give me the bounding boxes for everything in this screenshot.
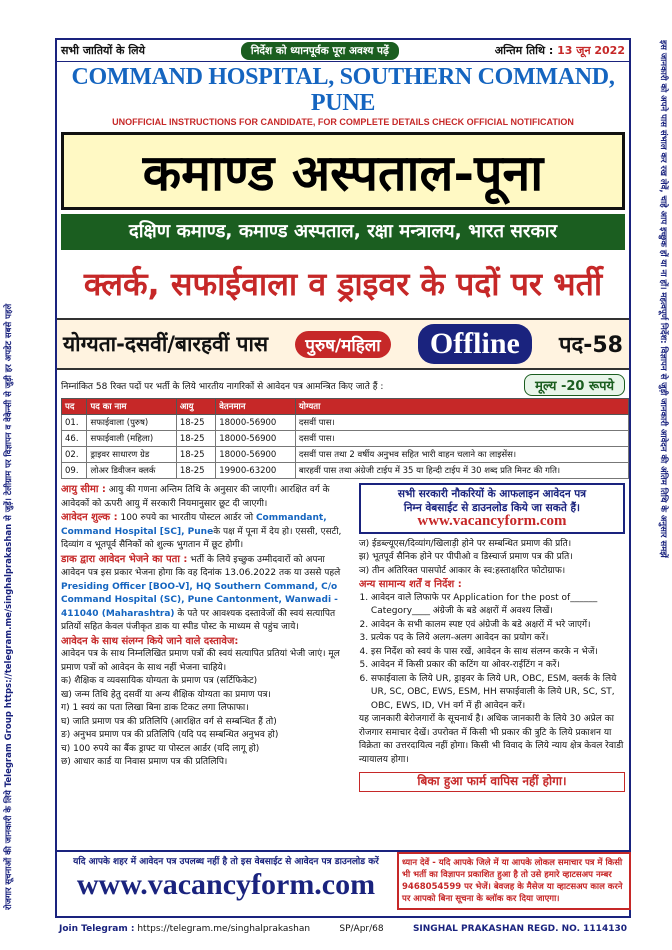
posts-heading: क्लर्क, सफाईवाला व ड्राइवर के पदों पर भर्ती: [83, 265, 603, 303]
fee-text: 100 रुपये का भारतीय पोस्टल आर्डर जो: [120, 513, 254, 523]
list-item: झ) भूतपूर्व सैनिक होने पर पीपीओ व डिस्चार्ज प्रमाण पत्र की प्रति।: [358, 552, 573, 562]
docs-heading: आवेदन के साथ संलग्न किये जाने वाले दस्तावेज:: [61, 635, 239, 647]
side-strip-left: रोजगार सूचनाओं की जानकारी के लिये Telegram Group https://telegram.me/singhalprakashan से जुड़ें। टेलीग्राम पर विज्ञापन व वेकेन्सी से जुड़ी हर अपडेट सबसे पहले: [4, 303, 14, 910]
ad-line-1: सभी सरकारी नौकरियों के आफलाइन आवेदन पत्र: [397, 488, 587, 500]
postal-text-2: के पते पर आवश्यक दस्तावेजों की स्वयं सत्यापित प्रतियों सहित केवल पंजीकृत डाक या स्पीड पोस्ट के माध्यम से पहुंच जाये।: [61, 608, 336, 632]
table-cell: 18000-56900: [216, 415, 296, 431]
publication-code: SP/Apr/68: [339, 924, 384, 934]
docs-intro: आवेदन पत्र के साथ निम्नलिखित प्रमाण पत्रों की स्वयं सत्यापित प्रतियां भेजी जाएं। मूल प्रमाण पत्रों को आवेदन के साथ नहीं भेजना चाहिये।: [61, 649, 340, 673]
telegram-link[interactable]: https://telegram.me/singhalprakashan: [137, 924, 311, 934]
qualification-bar: [57, 318, 629, 370]
docs-list: [61, 675, 351, 770]
telegram-label: Join Telegram :: [59, 924, 135, 934]
right-column: [355, 483, 629, 792]
ad-website[interactable]: www.vacancyform.com: [417, 513, 567, 529]
table-header-row: [62, 399, 629, 415]
read-carefully-badge: निर्देश को ध्यानपूर्वक पूरा अवश्य पढ़ें: [241, 42, 399, 60]
table-cell: 18-25: [176, 415, 215, 431]
table-header-cell: पद का नाम: [87, 399, 176, 415]
table-header-cell: वेतनमान: [216, 399, 296, 415]
vacancy-table: [61, 398, 629, 479]
website-link[interactable]: www.vacancyform.com: [76, 868, 376, 901]
table-cell: 02.: [62, 447, 87, 463]
top-bar: [57, 40, 629, 62]
table-row: [62, 447, 629, 463]
download-ad-box: [359, 483, 625, 534]
table-cell: बारहवीं पास तथा अंग्रेजी टाईप में 35 या हिन्दी टाईप में 30 शब्द प्रति मिनट की गति।: [295, 463, 628, 479]
hindi-title: कमाण्ड अस्पताल-पूना: [61, 132, 625, 210]
list-item: च) 100 रुपये का बैंक ड्राफ्ट या पोस्टल आर्डर (यदि लागू हो): [61, 743, 260, 754]
list-item: ख) जन्म तिथि हेतु दसवीं या अन्य शैक्षिक योग्यता का प्रमाण पत्र।: [61, 689, 271, 700]
table-row: [62, 415, 629, 431]
list-item: छ) आधार कार्ड या निवास प्रमाण पत्र की प्रतिलिपि।: [61, 757, 228, 767]
table-row: [62, 463, 629, 479]
table-cell: 18-25: [176, 431, 215, 447]
list-item: घ) जाति प्रमाण पत्र की प्रतिलिपि (आरक्षित वर्ग से सम्बन्धित हैं तो): [61, 716, 277, 727]
list-item: 1. आवेदन वाले लिफाफे पर Application for the post of______ Category____ अंग्रेजी के बडे अक्षरों में अवश्य लिखें।: [371, 592, 625, 619]
table-cell: दसवीं पास तथा 2 वर्षीय अनुभव सहित भारी वाहन चलाने का लाइसेंस।: [295, 447, 628, 463]
table-cell: ड्राइवर साधारण ग्रेड: [87, 447, 176, 463]
content-columns: [57, 483, 629, 792]
intro-row: [57, 370, 629, 398]
list-item: ङ) अनुभव प्रमाण पत्र की प्रतिलिपि (यदि पद सम्बन्धित अनुभव हो): [61, 730, 279, 740]
table-cell: दसवीं पास।: [295, 431, 628, 447]
list-item: ग) 1 स्वयं का पता लिखा बिना डाक टिकट लगा लिफाफा।: [61, 703, 249, 713]
list-item: 6. सफाईवाला के लिये UR, ड्राइवर के लिये UR, OBC, ESM, क्लर्क के लिये UR, SC, OBC, EWS, ESM, HH सफाईवाली के लिये UR, SC, ST, OBC, EWS, ID, VH वर्ग में ही आवेदन करें।: [371, 673, 625, 714]
list-item: ञ) तीन अतिरिक्त पासपोर्ट आकार के स्व:हस्ताक्षरित फोटोग्राफ।: [358, 565, 566, 576]
offline-badge: Offline: [418, 324, 532, 364]
table-cell: 18-25: [176, 463, 215, 479]
table-header-cell: आयु: [176, 399, 215, 415]
list-item: क) शैक्षिक व व्यवसायिक योग्यता के प्रमाण पत्र (सर्टिफिकेट): [61, 676, 258, 686]
table-cell: 19900-63200: [216, 463, 296, 479]
postal-heading: डाक द्वारा आवेदन भेजने का पता :: [61, 553, 188, 565]
gender-badge: पुरुष/महिला: [295, 331, 390, 358]
list-item: 3. प्रत्येक पद के लिये अलग-अलग आवेदन का प्रयोग करें।: [371, 632, 625, 646]
table-row: [62, 431, 629, 447]
bottom-banner: [55, 850, 631, 910]
qualification-text: योग्यता-दसवीं/बारहवीं पास: [63, 332, 269, 356]
intro-text: निम्नांकित 58 रिक्त पदों पर भर्ती के लिये भारतीय नागरिकों से आवेदन पत्र आमन्त्रित किए जाते हैं :: [61, 381, 384, 392]
fee-text-2: के पक्ष में पूना में देय हो। एससी, एसटी, दिव्यांग व भूतपूर्व सैनिकों को शुल्क भुगतान में छूट होगी।: [61, 526, 342, 550]
post-count: पद-58: [559, 333, 623, 358]
fee-payee: Commandant, Command Hospital [SC], Pune: [61, 513, 327, 537]
postal-address: Presiding Officer [BOO-V], HQ Southern Command, C/o Command Hospital (SC), Pune Cantonment, Wanwadi - 411040 (Maharashtra): [61, 581, 338, 619]
other-rules-heading: अन्य सामान्य शर्तें व निर्देश :: [358, 579, 462, 590]
table-cell: 09.: [62, 463, 87, 479]
list-item: 5. आवेदन में किसी प्रकार की कटिंग या ओवर-राईटिंग न करें।: [371, 659, 625, 673]
footer: [55, 924, 631, 934]
table-cell: 18-25: [176, 447, 215, 463]
department-line: दक्षिण कमाण्ड, कमाण्ड अस्पताल, रक्षा मन्त्रालय, भारत सरकार: [61, 214, 625, 250]
age-text: आयु की गणना अन्तिम तिथि के अनुसार की जाएगी। आरक्षित वर्ग के आवेदकों को ऊपरी आयु में सरकारी नियमानुसार छूट दी जाएगी।: [61, 485, 330, 509]
table-cell: 01.: [62, 415, 87, 431]
price-badge: मूल्य -20 रूपये: [524, 374, 625, 396]
table-cell: 18000-56900: [216, 431, 296, 447]
table-header-cell: पद: [62, 399, 87, 415]
english-heading: COMMAND HOSPITAL, SOUTHERN COMMAND, PUNE: [71, 64, 615, 116]
list-item: ज) ईडब्ल्यूएस/दिव्यांग/खिलाड़ी होने पर सम्बन्धित प्रमाण की प्रति।: [358, 538, 572, 549]
all-castes-label: सभी जातियों के लिये: [61, 44, 146, 57]
download-hint: यदि आपके शहर में आवेदन पत्र उपलब्ध नहीं है तो इस वेबसाईट से आवेदन पत्र डाउनलोड करें: [73, 857, 379, 867]
list-item: 2. आवेदन के सभी कालम स्पष्ट एवं अंग्रेजी के बडे अक्षरों में भरे जाएगें।: [371, 619, 625, 633]
table-cell: लोअर डिवीजन क्लर्क: [87, 463, 176, 479]
left-column: [57, 483, 355, 792]
notice-frame: [55, 38, 631, 918]
list-item: 4. इस निर्देश को स्वयं के पास रखें, आवेदन के साथ संलग्न करके न भेजें।: [371, 646, 625, 660]
docs-list-continued: [359, 538, 625, 579]
table-cell: सफाईवाली (महिला): [87, 431, 176, 447]
disclaimer-text: यह जानकारी बेरोजगारों के सूचनार्थ है। अधिक जानकारी के लिये 30 अप्रेल का रोजगार समाचार देखें। उपरोक्त में किसी भी प्रकार की त्रुटि के लिये प्रकाशन या विक्रेता का उत्तरदायित्व नहीं होगा। किसी भी विवाद के लिये न्याय क्षेत्र केवल रेवाडी न्यायालय होगा।: [358, 714, 624, 765]
table-cell: 46.: [62, 431, 87, 447]
last-date: अन्तिम तिथि : 13 जून 2022: [494, 44, 625, 57]
table-body: [62, 415, 629, 479]
table-cell: सफाईवाला (पुरुष): [87, 415, 176, 431]
table-cell: दसवीं पास।: [295, 415, 628, 431]
table-cell: 18000-56900: [216, 447, 296, 463]
side-strip-right: इस जानकारी को अपने पास संभाल कर रख लेवें, चाहे आप इच्छुक हों या ना हों। महत्वपूर्ण निर्देश: विज्ञापन से जुड़ी जानकारी आवेदन की अंतिम तिथि के अनुसार समझें: [658, 40, 668, 558]
table-header-cell: योग्यता: [295, 399, 628, 415]
rules-list: [359, 592, 625, 714]
no-refund-note: बिका हुआ फार्म वापिस नहीं होगा।: [359, 772, 625, 792]
ad-line-2: निम्न वेबसाईट से डाउनलोड किये जा सकते हैं।: [403, 501, 581, 514]
registration-number: SINGHAL PRAKASHAN REGD. NO. 1114130: [412, 924, 627, 934]
whatsapp-note: ध्यान देवें - यदि आपके जिले में या आपके लोकल समाचार पत्र में किसी भी भर्ती का विज्ञापन प्रकाशित हुआ है तो उसे हमारे व्हाटसअप नम्बर 9468054599 पर भेजें। बेवजह के मैसेज या व्हाटसअप काल करने पर आपको बिना सूचना के ब्लॉक कर दिया जाएगा।: [397, 852, 631, 910]
unofficial-note: UNOFFICIAL INSTRUCTIONS FOR CANDIDATE, FOR COMPLETE DETAILS CHECK OFFICIAL NOTIFICATION: [112, 117, 574, 127]
bottom-left: [55, 852, 397, 910]
age-heading: आयु सीमा :: [61, 484, 106, 495]
postal-text: भर्ती के लिये इच्छुक उम्मीदवारों को अपना आवेदन पत्र इस प्रकार भेजना होगा कि वह दिनांक 13.06.2022 तक या उससे पहले: [61, 554, 341, 578]
fee-heading: आवेदन शुल्क :: [61, 512, 118, 523]
